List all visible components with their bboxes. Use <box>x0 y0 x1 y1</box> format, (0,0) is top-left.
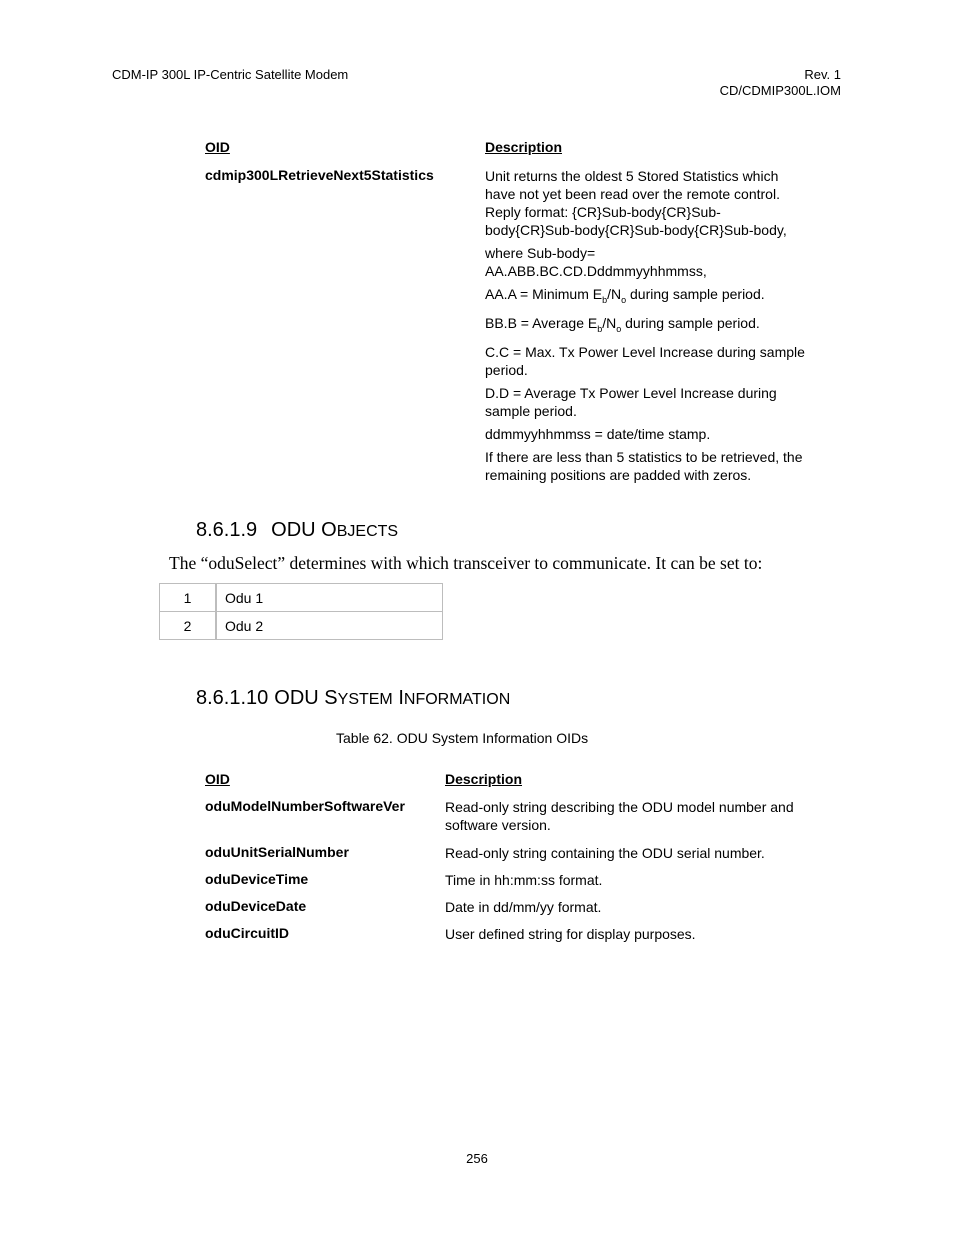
oid-name: oduUnitSerialNumber <box>205 844 349 860</box>
text-span: AA.A = Minimum E <box>485 286 603 302</box>
text-line: D.D = Average Tx Power Level Increase during <box>485 384 777 401</box>
text-line: remaining positions are padded with zeros. <box>485 466 752 483</box>
text-line: period. <box>485 361 528 378</box>
text-line: Reply format: {CR}Sub-body{CR}Sub- <box>485 204 721 220</box>
oid-description: User defined string for display purposes. <box>445 926 696 942</box>
subscript: o <box>621 294 627 305</box>
text-line: sample period. <box>485 402 577 419</box>
text-line: software version. <box>445 817 551 833</box>
oid-description: Read-only string containing the ODU serial number. <box>445 845 765 861</box>
section-body-text: The “oduSelect” determines with which transceiver to communicate. It can be set to: <box>169 553 763 573</box>
text-span: /N <box>607 286 622 302</box>
oid-description <box>445 798 845 834</box>
text-line: Unit returns the oldest 5 Stored Statistics which <box>485 168 779 184</box>
table-cell: Odu 1 <box>216 584 443 612</box>
table-cell: 2 <box>160 612 217 640</box>
table-row <box>160 584 443 612</box>
oid-column-header: OID <box>205 139 230 155</box>
oid-description: Date in dd/mm/yy format. <box>445 899 602 915</box>
subscript: o <box>616 323 622 334</box>
oid-name: oduDeviceDate <box>205 898 307 914</box>
description-paragraph <box>485 384 850 420</box>
oid-description: Time in hh:mm:ss format. <box>445 872 603 888</box>
description-paragraph <box>485 167 850 239</box>
section-title <box>274 687 510 709</box>
description-paragraph <box>485 285 850 309</box>
text-line: If there are less than 5 statistics to be retrieved, the <box>485 448 803 465</box>
description-paragraph <box>485 244 850 280</box>
section-title <box>271 519 398 541</box>
description-paragraph: ddmmyyhhmmss = date/time stamp. <box>485 425 711 442</box>
title-part: BJECTS <box>336 523 399 540</box>
text-line: body{CR}Sub-body{CR}Sub-body{CR}Sub-body, <box>485 222 787 238</box>
text-line: Read-only string describing the ODU model number and <box>445 799 794 815</box>
description-paragraph <box>485 448 850 484</box>
text-line: C.C = Max. Tx Power Level Increase during sample <box>485 343 805 360</box>
description-paragraph <box>485 314 850 338</box>
document-title: CDM-IP 300L IP-Centric Satellite Modem <box>112 67 349 82</box>
oid-name: oduCircuitID <box>205 925 289 941</box>
text-span: BB.B = Average E <box>485 314 598 331</box>
document-code: CD/CDMIP300L.IOM <box>719 83 841 98</box>
description-paragraph <box>485 343 850 379</box>
title-part: ODU S <box>274 687 338 709</box>
oid-column-header: OID <box>205 771 230 787</box>
section-heading <box>196 687 510 710</box>
page-number: 256 <box>466 1151 488 1166</box>
section-number: 8.6.1.10 <box>196 687 269 709</box>
title-part: I <box>392 687 404 709</box>
text-line: where Sub-body= <box>485 245 596 261</box>
section-heading <box>196 519 398 542</box>
subscript: b <box>597 323 603 334</box>
title-part: NFORMATION <box>403 691 511 708</box>
table-row <box>160 612 443 640</box>
table-caption: Table 62. ODU System Information OIDs <box>336 730 589 746</box>
text-line: have not yet been read over the remote control. <box>485 186 780 202</box>
table-cell: Odu 2 <box>216 612 443 640</box>
text-span: /N <box>602 314 617 331</box>
oid-name: oduDeviceTime <box>205 871 309 887</box>
text-span: during sample period. <box>626 286 765 302</box>
title-part: ODU O <box>271 519 337 541</box>
oid-description <box>485 167 850 484</box>
subscript: b <box>602 294 608 305</box>
section-number: 8.6.1.9 <box>196 519 258 541</box>
oid-name: cdmip300LRetrieveNext5Statistics <box>205 167 434 183</box>
text-line: AA.ABB.BC.CD.Dddmmyyhhmmss, <box>485 263 707 279</box>
revision-label: Rev. 1 <box>804 67 841 82</box>
description-column-header: Description <box>445 771 523 787</box>
odu-select-table <box>159 583 443 640</box>
table-cell: 1 <box>160 584 217 612</box>
title-part: YSTEM <box>337 691 393 708</box>
oid-name: oduModelNumberSoftwareVer <box>205 798 405 814</box>
description-column-header: Description <box>485 139 563 155</box>
text-span: during sample period. <box>621 314 760 331</box>
